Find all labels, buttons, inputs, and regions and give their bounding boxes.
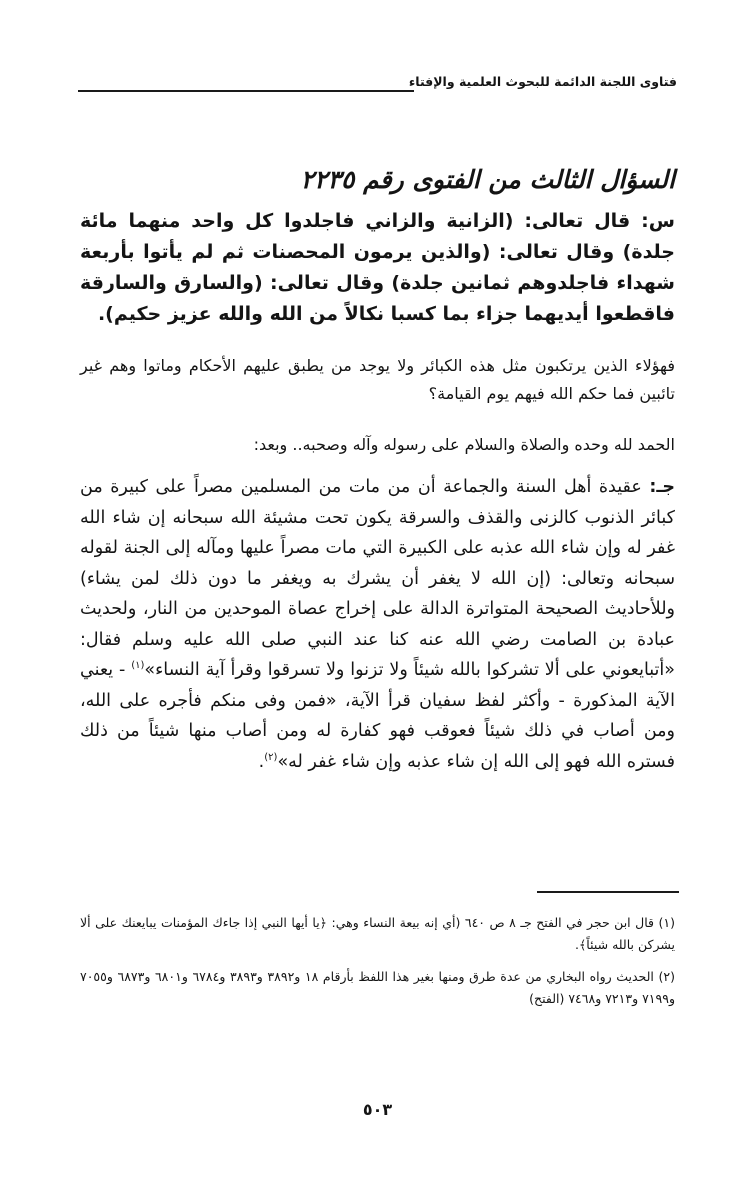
footnote-marker: (٢) <box>658 969 675 984</box>
question-label: س: <box>641 210 675 232</box>
footnote-text: قال ابن حجر في الفتح جـ ٨ ص ٦٤٠ (أي إنه بيعة النساء وهي: ﴿يا أيها النبي إذا جاءك المؤمنات يبايعنك على ألا يشركن بالله شيئاً﴾. <box>80 915 675 952</box>
footnote-2 <box>80 966 675 1010</box>
answer-body-part1: عقيدة أهل السنة والجماعة أن من مات من المسلمين مصراً على كبيرة من كبائر الذنوب كالزنى والقذف والسرقة يكون تحت مشيئة الله سبحانه إن شاء الله غفر له وإن شاء الله عذبه على الكبيرة التي مات مصراً عليها ومآله إلى الجنة لقوله سبحانه وتعالى: (إن الله لا يغفر أن يشرك به ويغفر ما دون ذلك لمن يشاء) وللأحاديث الصحيحة المتواترة الدالة على إخراج عصاة الموحدين من النار، ولحديث عبادة بن الصامت رضي الله عنه كنا عند النبي صلى الله عليه وسلم فقال: «أتبايعوني على ألا تشركوا بالله شيئاً ولا تزنوا ولا تسرقوا وقرأ آية النساء» <box>80 477 675 680</box>
answer-body-part2: - يعني الآية المذكورة - وأكثر لفظ سفيان قرأ الآية، «فمن وفى منكم فأجره على الله، ومن أصاب في ذلك شيئاً فعوقب فهو كفارة له ومن أصاب منها شيئاً من ذلك فستره الله فهو إلى الله إن شاء عذبه وإن شاء غفر له» <box>80 660 675 772</box>
header-rule <box>78 90 414 92</box>
question-title: السؤال الثالث من الفتوى رقم ٢٢٣٥ <box>300 165 675 194</box>
running-header: فتاوى اللجنة الدائمة للبحوث العلمية والإفتاء <box>408 74 677 89</box>
footnote-ref-2[interactable]: (٢) <box>264 751 278 763</box>
footnote-1 <box>80 912 675 956</box>
question-text <box>80 206 675 330</box>
footnote-rule <box>537 891 679 893</box>
answer-label: جـ: <box>649 477 675 497</box>
page-number: ٥٠٣ <box>362 1100 393 1119</box>
answer-body-end: . <box>258 751 265 772</box>
answer-text <box>80 472 675 777</box>
question-continuation: فهؤلاء الذين يرتكبون مثل هذه الكبائر ولا يوجد من يطبق عليهم الأحكام وماتوا وهم غير تائبين فما حكم الله فيهم يوم القيامة؟ <box>80 356 675 403</box>
footnote-ref-1[interactable]: (١) <box>131 660 145 672</box>
footnote-marker: (١) <box>658 915 676 930</box>
footnote-text: الحديث رواه البخاري من عدة طرق ومنها بغير هذا اللفظ بأرقام ١٨ و٣٨٩٢ و٣٨٩٣ و٦٧٨٤ و٦٨٠١ و٦٨٧٣ و٧٠٥٥ و٧١٩٩ و٧٢١٣ و٧٤٦٨ (الفتح) <box>80 969 675 1006</box>
answer-praise: الحمد لله وحده والصلاة والسلام على رسوله وآله وصحبه.. وبعد: <box>253 435 675 454</box>
question-body: قال تعالى: (الزانية والزاني فاجلدوا كل واحد منهما مائة جلدة) وقال تعالى: (والذين يرمون المحصنات ثم لم يأتوا بأربعة شهداء فاجلدوهم ثمانين جلدة) وقال تعالى: (والسارق والسارقة فاقطعوا أيديهما جزاء بما كسبا نكالاً من الله والله عزيز حكيم). <box>80 210 675 325</box>
